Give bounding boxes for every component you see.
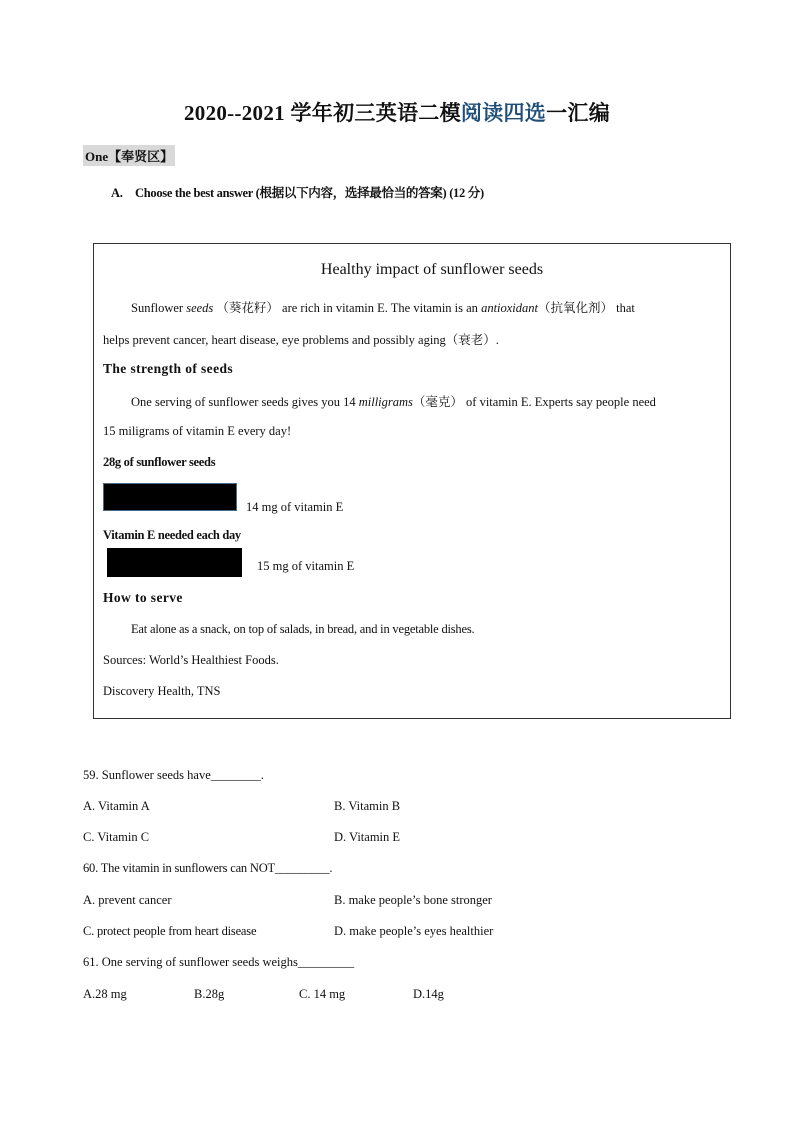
p1-text-d: antioxidant (481, 301, 539, 315)
p2-text-b: milligrams (358, 395, 413, 409)
paragraph-3: Eat alone as a snack, on top of salads, in bread, and in vegetable dishes. (131, 622, 475, 636)
p1-text-b: seeds (186, 301, 214, 315)
heading-serve: How to serve (103, 590, 183, 605)
instruction (111, 183, 484, 201)
question-60: 60. The vitamin in sunflowers can NOT_________. (83, 861, 333, 875)
sources-line-2: Discovery Health, TNS (103, 684, 221, 698)
title-part-2: 一汇编 (546, 101, 611, 125)
q61-option-a: A.28 mg (83, 987, 127, 1001)
bar-28g-seeds (103, 483, 237, 511)
title-highlight: 阅读四选 (460, 101, 547, 125)
bar-needed-daily (107, 548, 242, 577)
heading-needed: Vitamin E needed each day (103, 528, 241, 542)
p1-text-c: （葵花籽） are rich in vitamin E. The vitamin is an (213, 301, 482, 315)
q61-option-d: D.14g (413, 987, 444, 1001)
title-part-1: 2020--2021 学年初三英语二模 (183, 101, 461, 125)
paragraph-1-line-2: helps prevent cancer, heart disease, eye problems and possibly aging（衰老）. (103, 333, 499, 347)
p2-text-c: （毫克） of vitamin E. Experts say people need (412, 395, 656, 409)
bar2-label: 15 mg of vitamin E (257, 559, 355, 573)
q59-option-c: C. Vitamin C (83, 830, 150, 844)
q60-option-d: D. make people’s eyes healthier (334, 924, 494, 938)
q60-option-b: B. make people’s bone stronger (334, 893, 492, 907)
instruction-text: Choose the best answer (根据以下内容，选择最恰当的答案) (12 分) (135, 186, 484, 200)
sources-line-1: Sources: World’s Healthiest Foods. (103, 653, 279, 667)
bar1-label: 14 mg of vitamin E (246, 500, 344, 514)
q59-option-b: B. Vitamin B (334, 799, 401, 813)
section-label: One【奉贤区】 (83, 145, 175, 166)
heading-28g: 28g of sunflower seeds (103, 455, 216, 469)
p2-text-a: One serving of sunflower seeds gives you 14 (131, 395, 359, 409)
page-title (0, 97, 794, 127)
heading-strength: The strength of seeds (103, 361, 234, 376)
instruction-number: A. (111, 186, 123, 200)
paragraph-1-line-1 (131, 298, 635, 316)
q60-option-c: C. protect people from heart disease (83, 924, 257, 938)
paragraph-2-line-2: 15 miligrams of vitamin E every day! (103, 424, 292, 438)
p1-text-a: Sunflower (131, 301, 187, 315)
q61-option-b: B.28g (194, 987, 225, 1001)
paragraph-2-line-1 (131, 392, 656, 410)
p1-text-e: （抗氧化剂） that (538, 301, 635, 315)
q59-option-d: D. Vitamin E (334, 830, 401, 844)
q59-option-a: A. Vitamin A (83, 799, 150, 813)
q60-option-a: A. prevent cancer (83, 893, 172, 907)
passage-title: Healthy impact of sunflower seeds (320, 261, 544, 278)
question-59: 59. Sunflower seeds have________. (83, 768, 264, 782)
question-61: 61. One serving of sunflower seeds weighs_________ (83, 955, 355, 969)
q61-option-c: C. 14 mg (299, 987, 346, 1001)
